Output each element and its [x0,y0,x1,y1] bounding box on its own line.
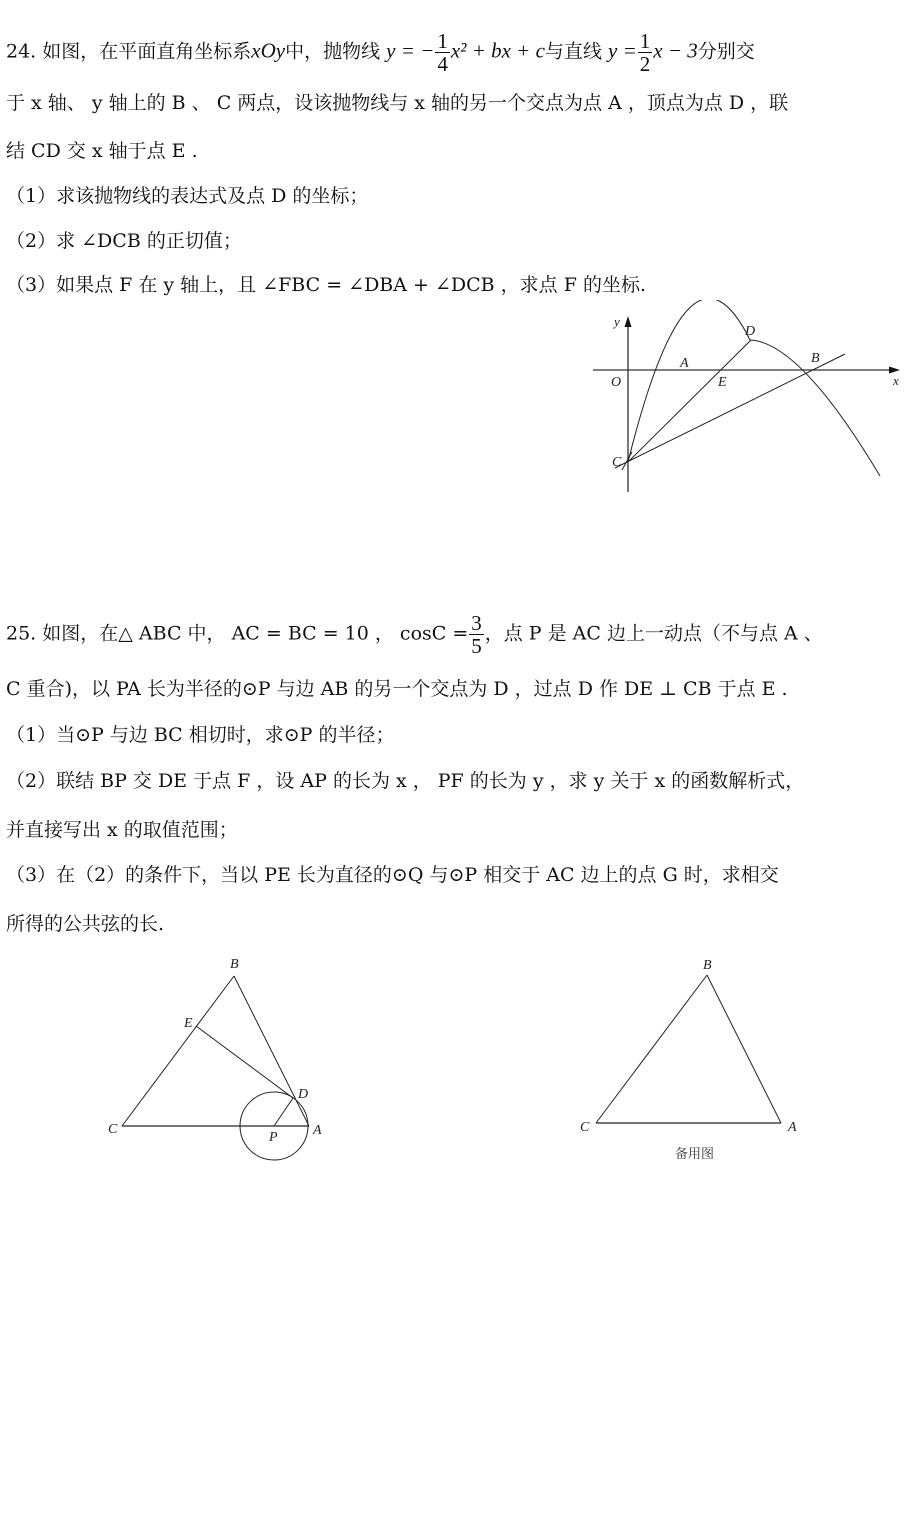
label-O: O [611,375,622,390]
label-C: C [108,1122,118,1137]
p24-question-1: （1）求该抛物线的表达式及点 D 的坐标； [6,185,369,207]
line-CD [628,340,751,462]
p25-line2: C 重合)，以 PA 长为半径的⊙P 与边 AB 的另一个交点为 D ，过点 D 作 DE ⊥ CB 于点 E . [6,678,788,700]
p24-line2: 于 x 轴、 y 轴上的 B 、 C 两点，设该抛物线与 x 轴的另一个交点为点 A ，顶点为点 D ，联 [6,92,789,114]
label-E: E [718,375,727,390]
p24-line3: 结 CD 交 x 轴于点 E . [6,140,198,162]
label-C: C [612,455,622,470]
p25-number: 25. [6,622,37,645]
segment-DE [196,1026,293,1098]
label-E: E [184,1016,193,1031]
p25-question-2b: 并直接写出 x 的取值范围； [6,819,238,841]
label-B: B [703,958,712,973]
p25-question-3a: （3）在（2）的条件下，当以 PE 长为直径的⊙Q 与⊙P 相交于 AC 边上的点 G 时，求相交 [6,864,779,886]
segment-PD [274,1098,293,1126]
label-P: P [269,1130,278,1145]
p25-question-1: （1）当⊙P 与边 BC 相切时，求⊙P 的半径； [6,724,395,746]
p25-question-3b: 所得的公共弦的长. [6,913,165,935]
p24-line1: 24. 如图，在平面直角坐标系xOy中，抛物线 y = − $\frac{1}{4}$ x² + bx + c与直线 y = $\frac{1}{2}$ x − 3分别交 [6,29,755,76]
p24-question-3: （3）如果点 F 在 y 轴上，且 ∠FBC = ∠DBA + ∠DCB ，求点 F 的坐标. [6,274,646,296]
label-D: D [298,1087,309,1102]
label-y: y [614,314,620,329]
line-BC [615,354,845,468]
p24-number: 24. [6,40,37,63]
side-CB [122,976,234,1126]
frac-cos: $\frac{3}{5}$ [471,611,482,658]
label-B: B [230,957,239,972]
c-tick [622,452,632,470]
label-A: A [788,1120,797,1135]
p25-question-2a: （2）联结 BP 交 DE 于点 F ，设 AP 的长为 x ， PF 的长为 y ，求 y 关于 x 的函数解析式， [6,770,805,792]
side-BA [707,975,781,1123]
label-C: C [580,1120,590,1135]
frac-half: $\frac{1}{2}$ [639,29,651,76]
p25-line1: 25. 如图，在△ ABC 中， AC = BC = 10 ， cosC = $\frac{3}{5}$ ，点 P 是 AC 边上一动点（不与点 A 、 [6,611,823,658]
p25-figure-spare [560,945,820,1170]
p25-figure-main [90,945,350,1170]
spare-figure-caption: 备用图 [675,1147,715,1162]
p24-question-2: （2）求 ∠DCB 的正切值； [6,230,242,252]
label-x: x [893,373,899,388]
p24-figure-parabola [580,300,906,510]
side-BA [234,976,309,1126]
label-A: A [680,356,689,371]
frac-quarter: $\frac{1}{4}$ [437,29,448,76]
label-A: A [313,1123,322,1138]
label-B: B [811,351,820,366]
y-axis-arrow-icon [625,316,632,327]
side-CB [596,975,707,1123]
label-D: D [745,324,756,339]
coord-system: xOy [251,38,286,63]
